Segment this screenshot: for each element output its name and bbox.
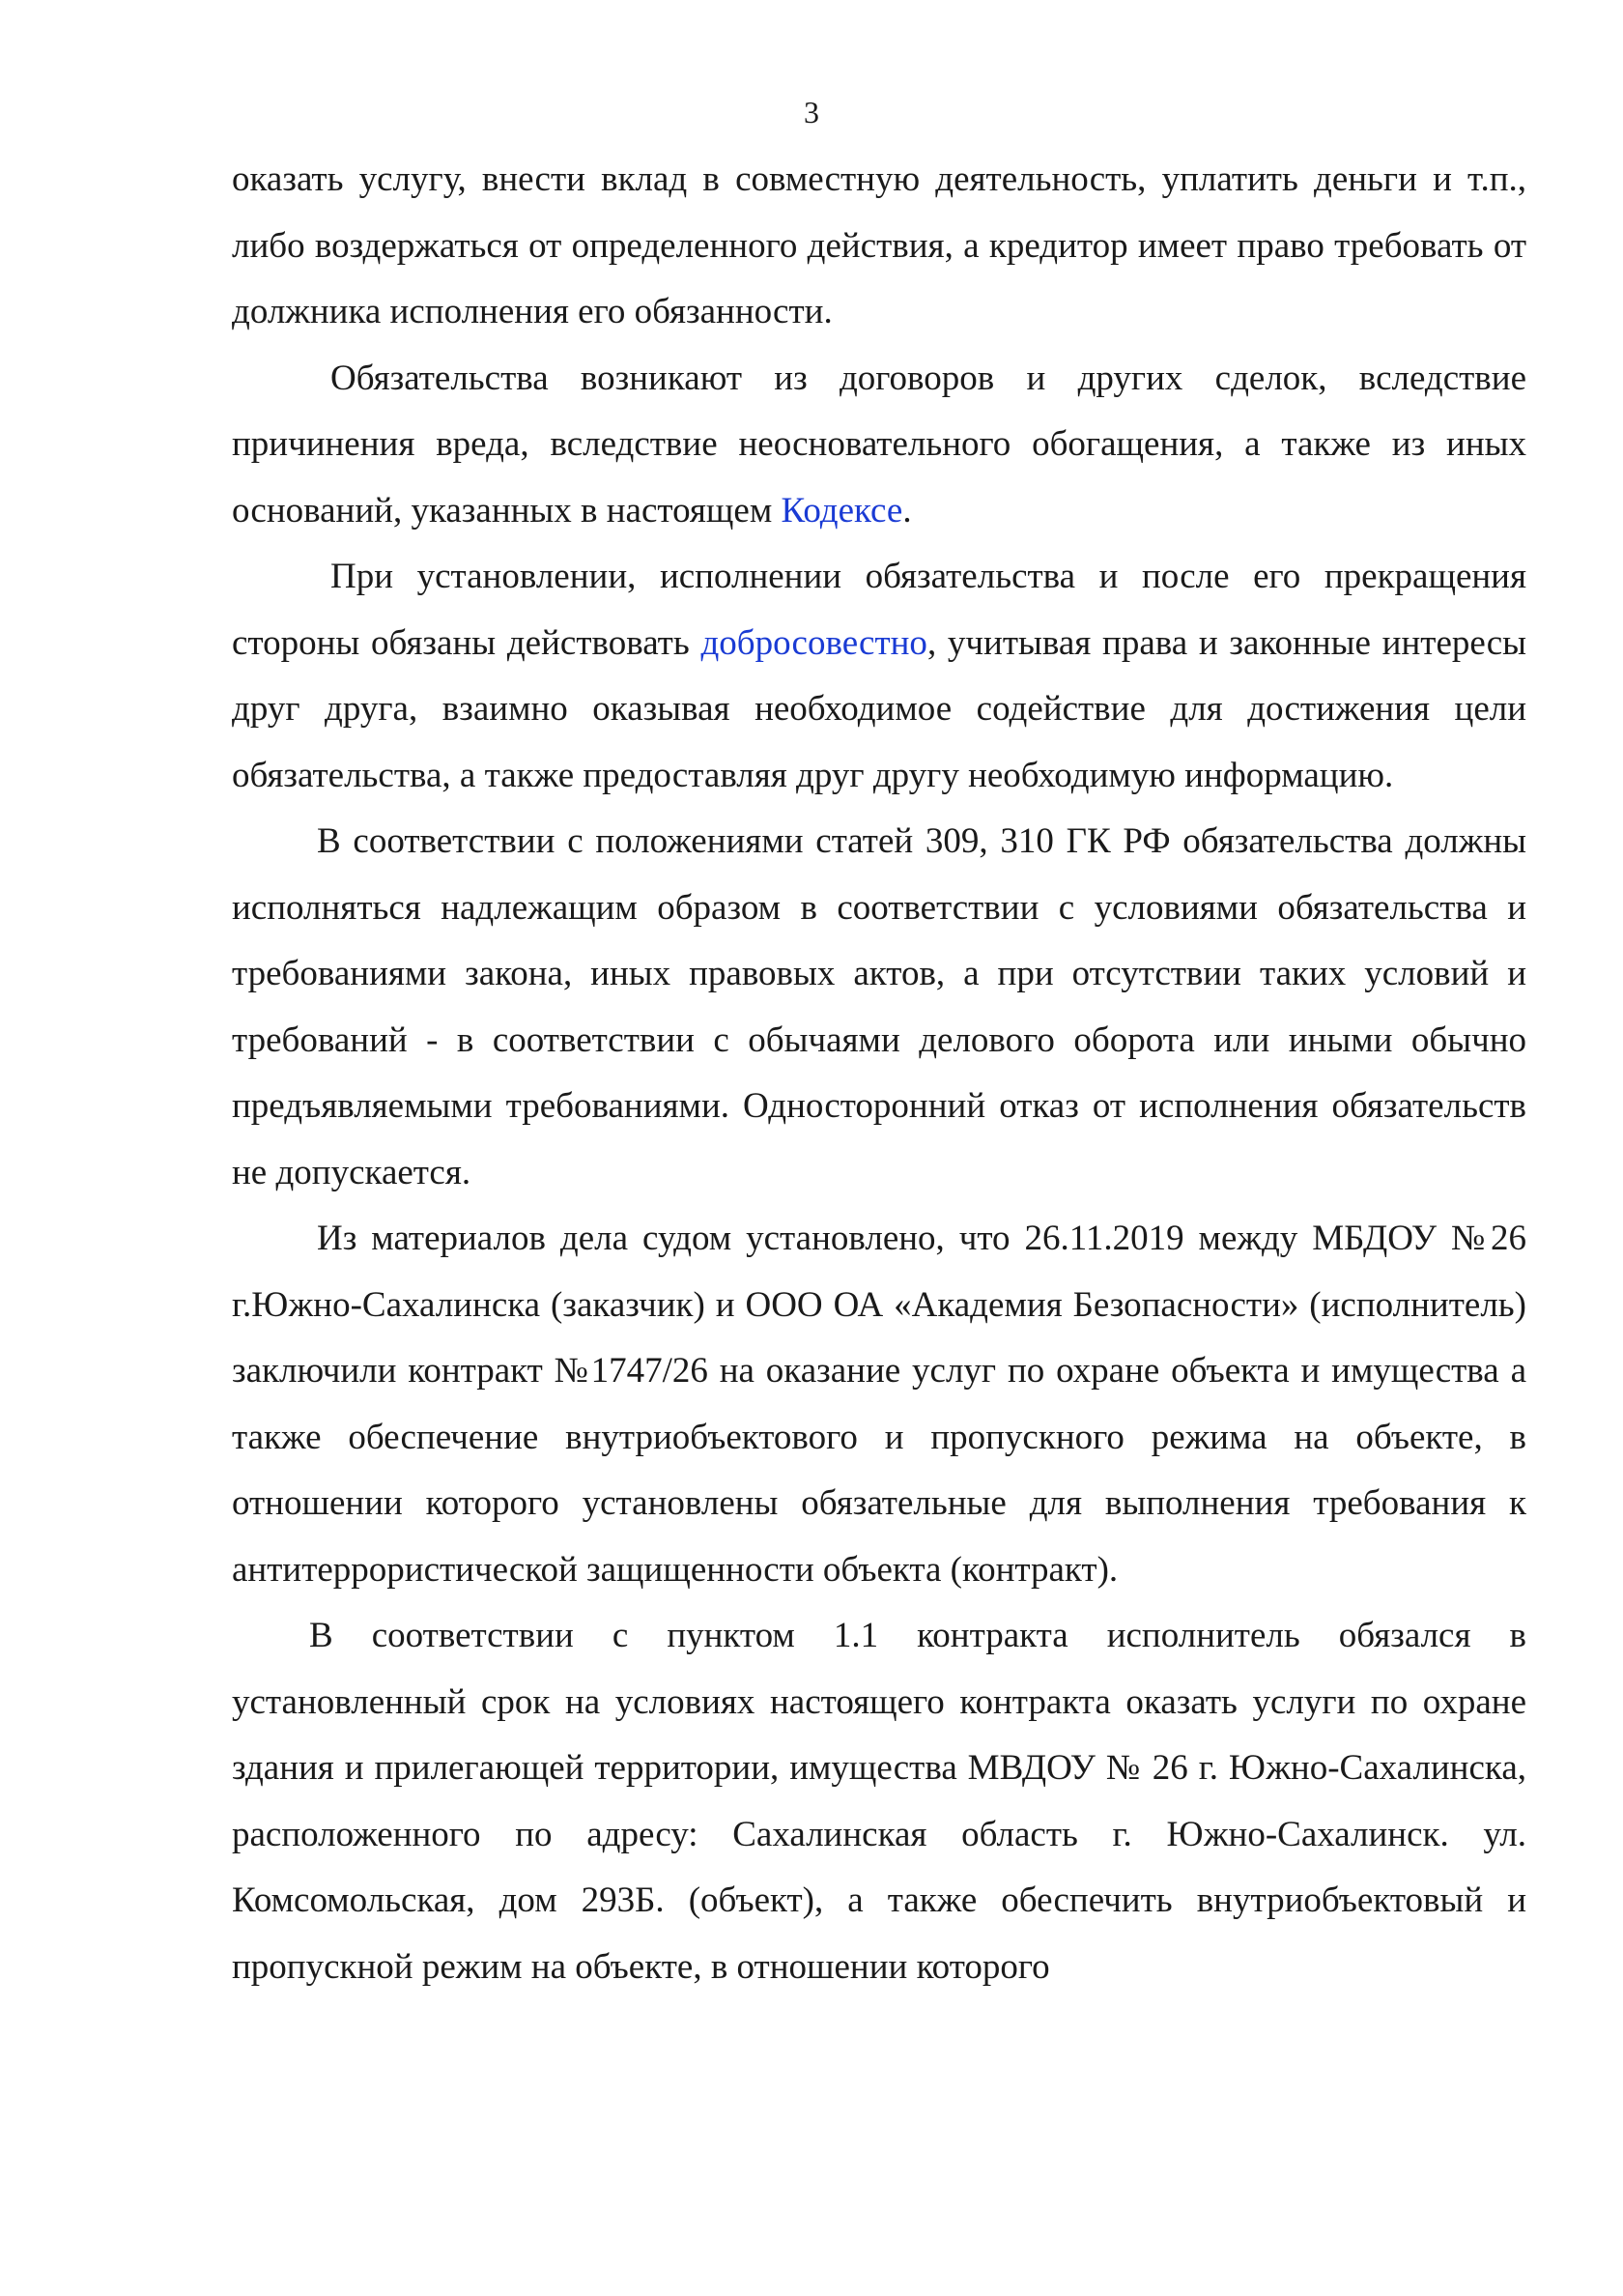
paragraph-contract-clause (232, 1603, 1526, 2000)
paragraph-articles-309-310 (232, 809, 1526, 1206)
paragraph-text: . (902, 490, 912, 531)
paragraph-text: В соответствии с положениями статей 309, 310 ГК РФ обязательства должны исполняться надлежащим образом в соответствии с условиями обязательства и требованиями закона, иных правовых актов, а при отсутствии таких условий и требований - в соответствии с обычаями делового оборота или иными обычно предъявляемыми требованиями. Односторонний отказ от исполнения обязательств не допускается. (232, 821, 1526, 1192)
paragraph-case-materials (232, 1206, 1526, 1603)
paragraph-good-faith (232, 544, 1526, 809)
kodeks-link[interactable]: Кодексе (781, 490, 903, 531)
dobrosovestno-link[interactable]: добросовестно (700, 622, 927, 663)
paragraph-text: В соответствии с пунктом 1.1 контракта исполнитель обязался в установленный срок на условиях настоящего контракта оказать услуги по охране здания и прилегающей территории, имущества МВДОУ № 26 г. Южно-Сахалинска, расположенного по адресу: Сахалинская область г. Южно-Сахалинск. ул. Комсомольская, дом 293Б. (объект), а также обеспечить внутриобъектовый и пропускной режим на объекте, в отношении которого (232, 1616, 1526, 1987)
paragraph-text: Из материалов дела судом установлено, что 26.11.2019 между МБДОУ №26 г.Южно-Сахалинска (заказчик) и ООО ОА «Академия Безопасности» (исполнитель) заключили контракт №1747/26 на оказание услуг по охране объекта и имущества а также обеспечение внутриобъектового и пропускного режима на объекте, в отношении которого установлены обязательные для выполнения требования к антитеррористической защищенности объекта (контракт). (232, 1219, 1526, 1590)
paragraph-obligation-content (232, 147, 1526, 346)
paragraph-obligation-grounds (232, 346, 1526, 545)
page-number: 3 (804, 95, 819, 129)
paragraph-text: оказать услугу, внести вклад в совместную деятельность, уплатить деньги и т.п., либо воздержаться от определенного действия, а кредитор имеет право требовать от должника исполнения его обязанности. (232, 159, 1526, 331)
paragraph-text: При установлении, исполнении обязательства и после его прекращения стороны обязаны действовать (232, 557, 1526, 663)
paragraph-text: , учитывая права и законные интересы друг друга, взаимно оказывая необходимое содействие для достижения цели обязательства, а также предоставляя друг другу необходимую информацию. (232, 622, 1526, 795)
document-body (232, 147, 1526, 2000)
paragraph-text: Обязательства возникают из договоров и других сделок, вследствие причинения вреда, вследствие неосновательного обогащения, а также из иных оснований, указанных в настоящем (232, 358, 1526, 531)
